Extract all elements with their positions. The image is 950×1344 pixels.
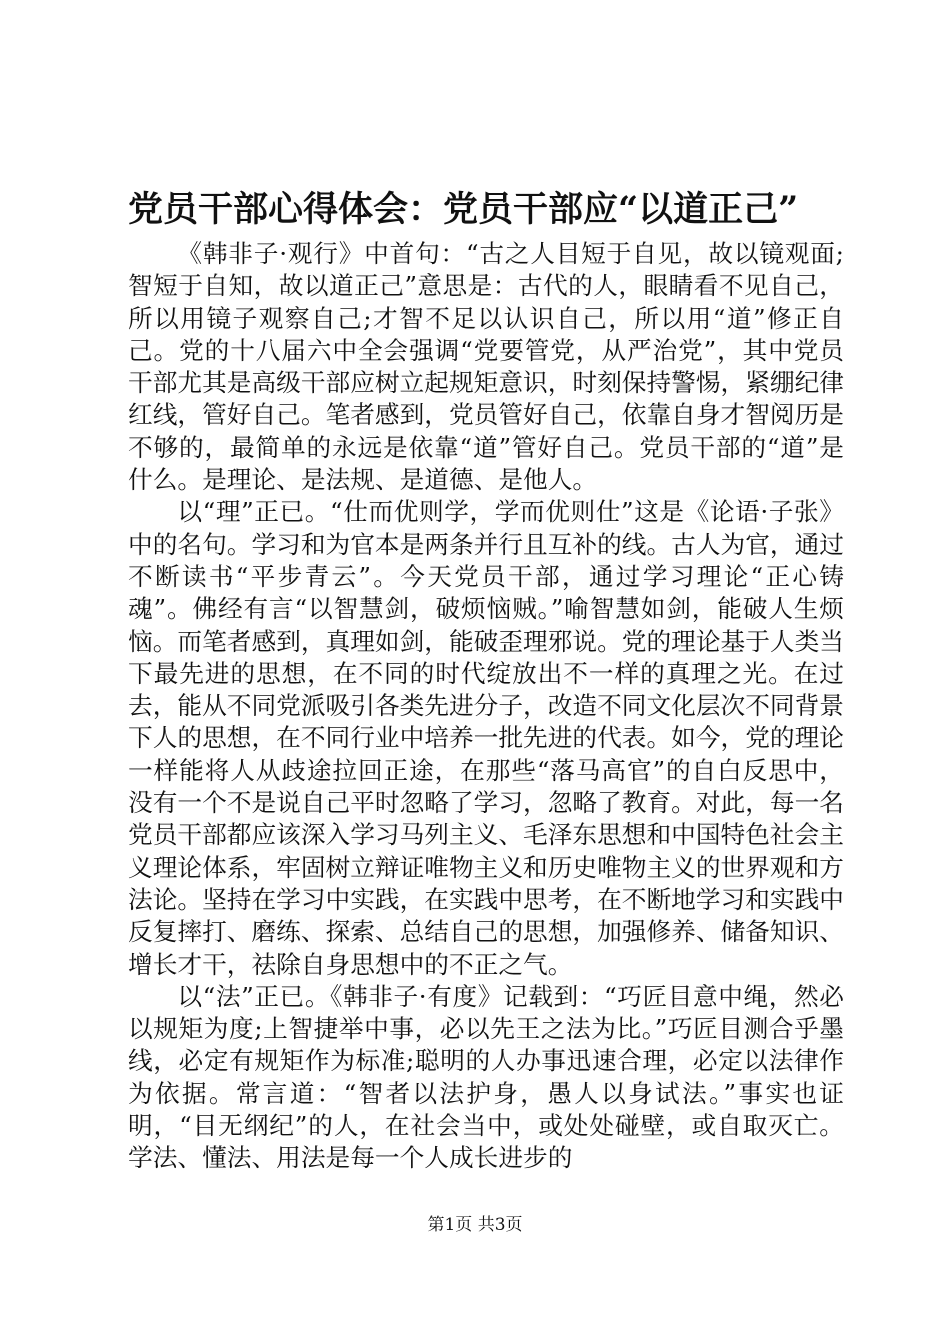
paragraph-law: 以“法”正已。《韩非子·有度》记载到：“巧匠目意中绳，然必以规矩为度;上智捷举中事，必以先王之法为比。”巧匠目测合乎墨线，必定有规矩作为标准;聪明的人办事迅速合理，必定以法律作为依据。常言道：“智者以法护身，愚人以身试法。”事实也证明，“目无纲纪”的人，在社会当中，或处处碰壁，或自取灭亡。学法、懂法、用法是每一个人成长进步的 — [128, 981, 844, 1173]
document-title: 党员干部心得体会：党员干部应“以道正己” — [128, 189, 799, 230]
paragraph-theory: 以“理”正已。“仕而优则学，学而优则仕”这是《论语·子张》中的名句。学习和为官本是两条并行且互补的线。古人为官，通过不断读书“平步青云”。今天党员干部，通过学习理论“正心铸魂”。佛经有言“以智慧剑，破烦恼贼。”喻智慧如剑，能破人生烦恼。而笔者感到，真理如剑，能破歪理邪说。党的理论基于人类当下最先进的思想，在不同的时代绽放出不一样的真理之光。在过去，能从不同党派吸引各类先进分子，改造不同文化层次不同背景下人的思想，在不同行业中培养一批先进的代表。如今，党的理论一样能将人从歧途拉回正途，在那些“落马高官”的自白反思中，没有一个不是说自己平时忽略了学习，忽略了教育。对此，每一名党员干部都应该深入学习马列主义、毛泽东思想和中国特色社会主义理论体系，牢固树立辩证唯物主义和历史唯物主义的世界观和方法论。坚持在学习中实践，在实践中思考，在不断地学习和实践中反复摔打、磨练、探索、总结自己的思想，加强修养、储备知识、增长才干，祛除自身思想中的不正之气。 — [128, 497, 844, 979]
document-body — [128, 238, 844, 1175]
page-number-footer: 第1页 共3页 — [427, 1215, 523, 1235]
paragraph-intro: 《韩非子·观行》中首句：“古之人目短于自见，故以镜观面;智短于自知，故以道正己”意思是：古代的人，眼睛看不见自己，所以用镜子观察自己;才智不足以认识自己，所以用“道”修正自己。党的十八届六中全会强调“党要管党，从严治党”，其中党员干部尤其是高级干部应树立起规矩意识，时刻保持警惕，紧绷纪律红线，管好自己。笔者感到，党员管好自己，依靠自身才智阅历是不够的，最简单的永远是依靠“道”管好自己。党员干部的“道”是什么。是理论、是法规、是道德、是他人。 — [128, 239, 844, 495]
